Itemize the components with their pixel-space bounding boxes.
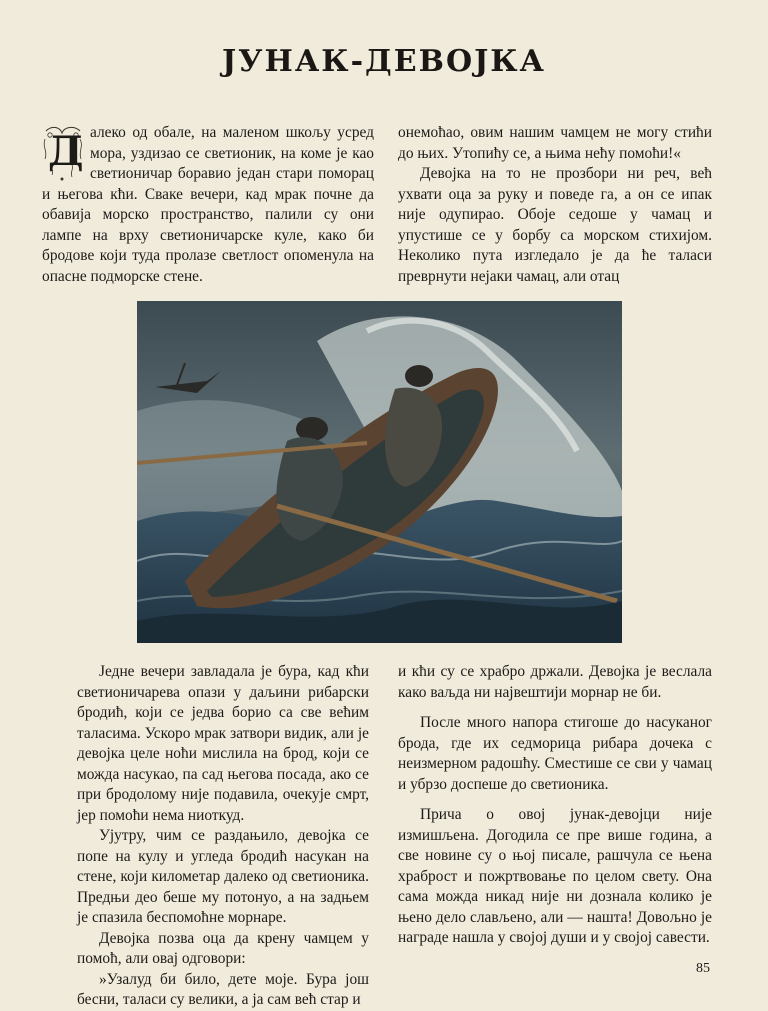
page-number: 85 bbox=[696, 961, 710, 976]
paragraph: Девојка на то не прозбори ни реч, већ ухвати оца за руку и поведе га, а он се ипак није одупирао. Обоје седоше у чамац и упустише се у борбу са морском стихијом. Неколико пута изгледало је да ће таласи преврнути нејаки чамац, али отац bbox=[398, 165, 712, 285]
storm-rowboat-illustration bbox=[137, 301, 622, 643]
ornamental-dropcap bbox=[42, 125, 84, 181]
paragraph: онемоћао, овим нашим чамцем не могу стићи до њих. Утопићу се, а њима нећу помоћи!« bbox=[398, 124, 712, 162]
paragraph: Прича о овој јунак-девојци није измишљена. Догодила се пре више година, а све новине су о њој писале, рашчула се њена храброст и пожртвовање по целом свету. Она сама можда никад није ни дознала колико је њено дело слављено, али — нашта! Довољно је награде нашла у својој души и у својој савести. bbox=[398, 806, 712, 946]
dropcap-letter: Д bbox=[48, 128, 84, 175]
paragraph: алеко од обале, на маленом шкољу усред мора, уздизао се светионик, на коме је као светионичар боравио један стари поморац и његова кћи. Сваке вечери, кад мрак почне да обавија морско пространство, палили су они лампе на врху светионичарске куле, како би бродове који туда пролазе светлост опоменула на опасне подморске стене. bbox=[42, 124, 374, 285]
paragraph: После много напора стигоше до насуканог брода, где их седморица рибара дочека с неизмерном радошћу. Сместише се сви у чамац и убрзо доспеше до светионика. bbox=[398, 714, 712, 793]
column-bottom-right bbox=[398, 662, 712, 949]
paragraph: »Узалуд би било, дете моје. Бура још бесни, таласи су велики, а ја сам већ стар и bbox=[77, 970, 369, 1008]
paragraph: Једне вечери завладала је бура, кад кћи светионичарева опази у даљини рибарски бродић, који се једва борио са све већим таласима. Ускоро мрак затвори видик, али је девојка целе ноћи мислила на брод, који се можда насукао, па сад његова посада, ако се при бродолому није подавила, очекује смрт, јер помоћи нема ниоткуд. bbox=[77, 663, 369, 824]
paragraph: и кћи су се храбро држали. Девојка је веслала како ваљда ни највештији морнар не би. bbox=[398, 663, 712, 701]
paragraph: Ујутру, чим се раздањило, девојка се попе на кулу и угледа бродић насукан на стене, који километар далеко од светионика. Предњи део беше му потонуо, а на задњем је спазила беспомоћне морнаре. bbox=[77, 827, 369, 926]
page-title: ЈУНАК-ДЕВОЈКА bbox=[221, 44, 546, 79]
column-bottom-left bbox=[77, 662, 369, 1011]
column-top-left bbox=[42, 123, 374, 287]
column-top-right bbox=[398, 123, 712, 287]
paragraph: Девојка позва оца да крену чамцем у помоћ, али овај одговори: bbox=[77, 929, 369, 967]
